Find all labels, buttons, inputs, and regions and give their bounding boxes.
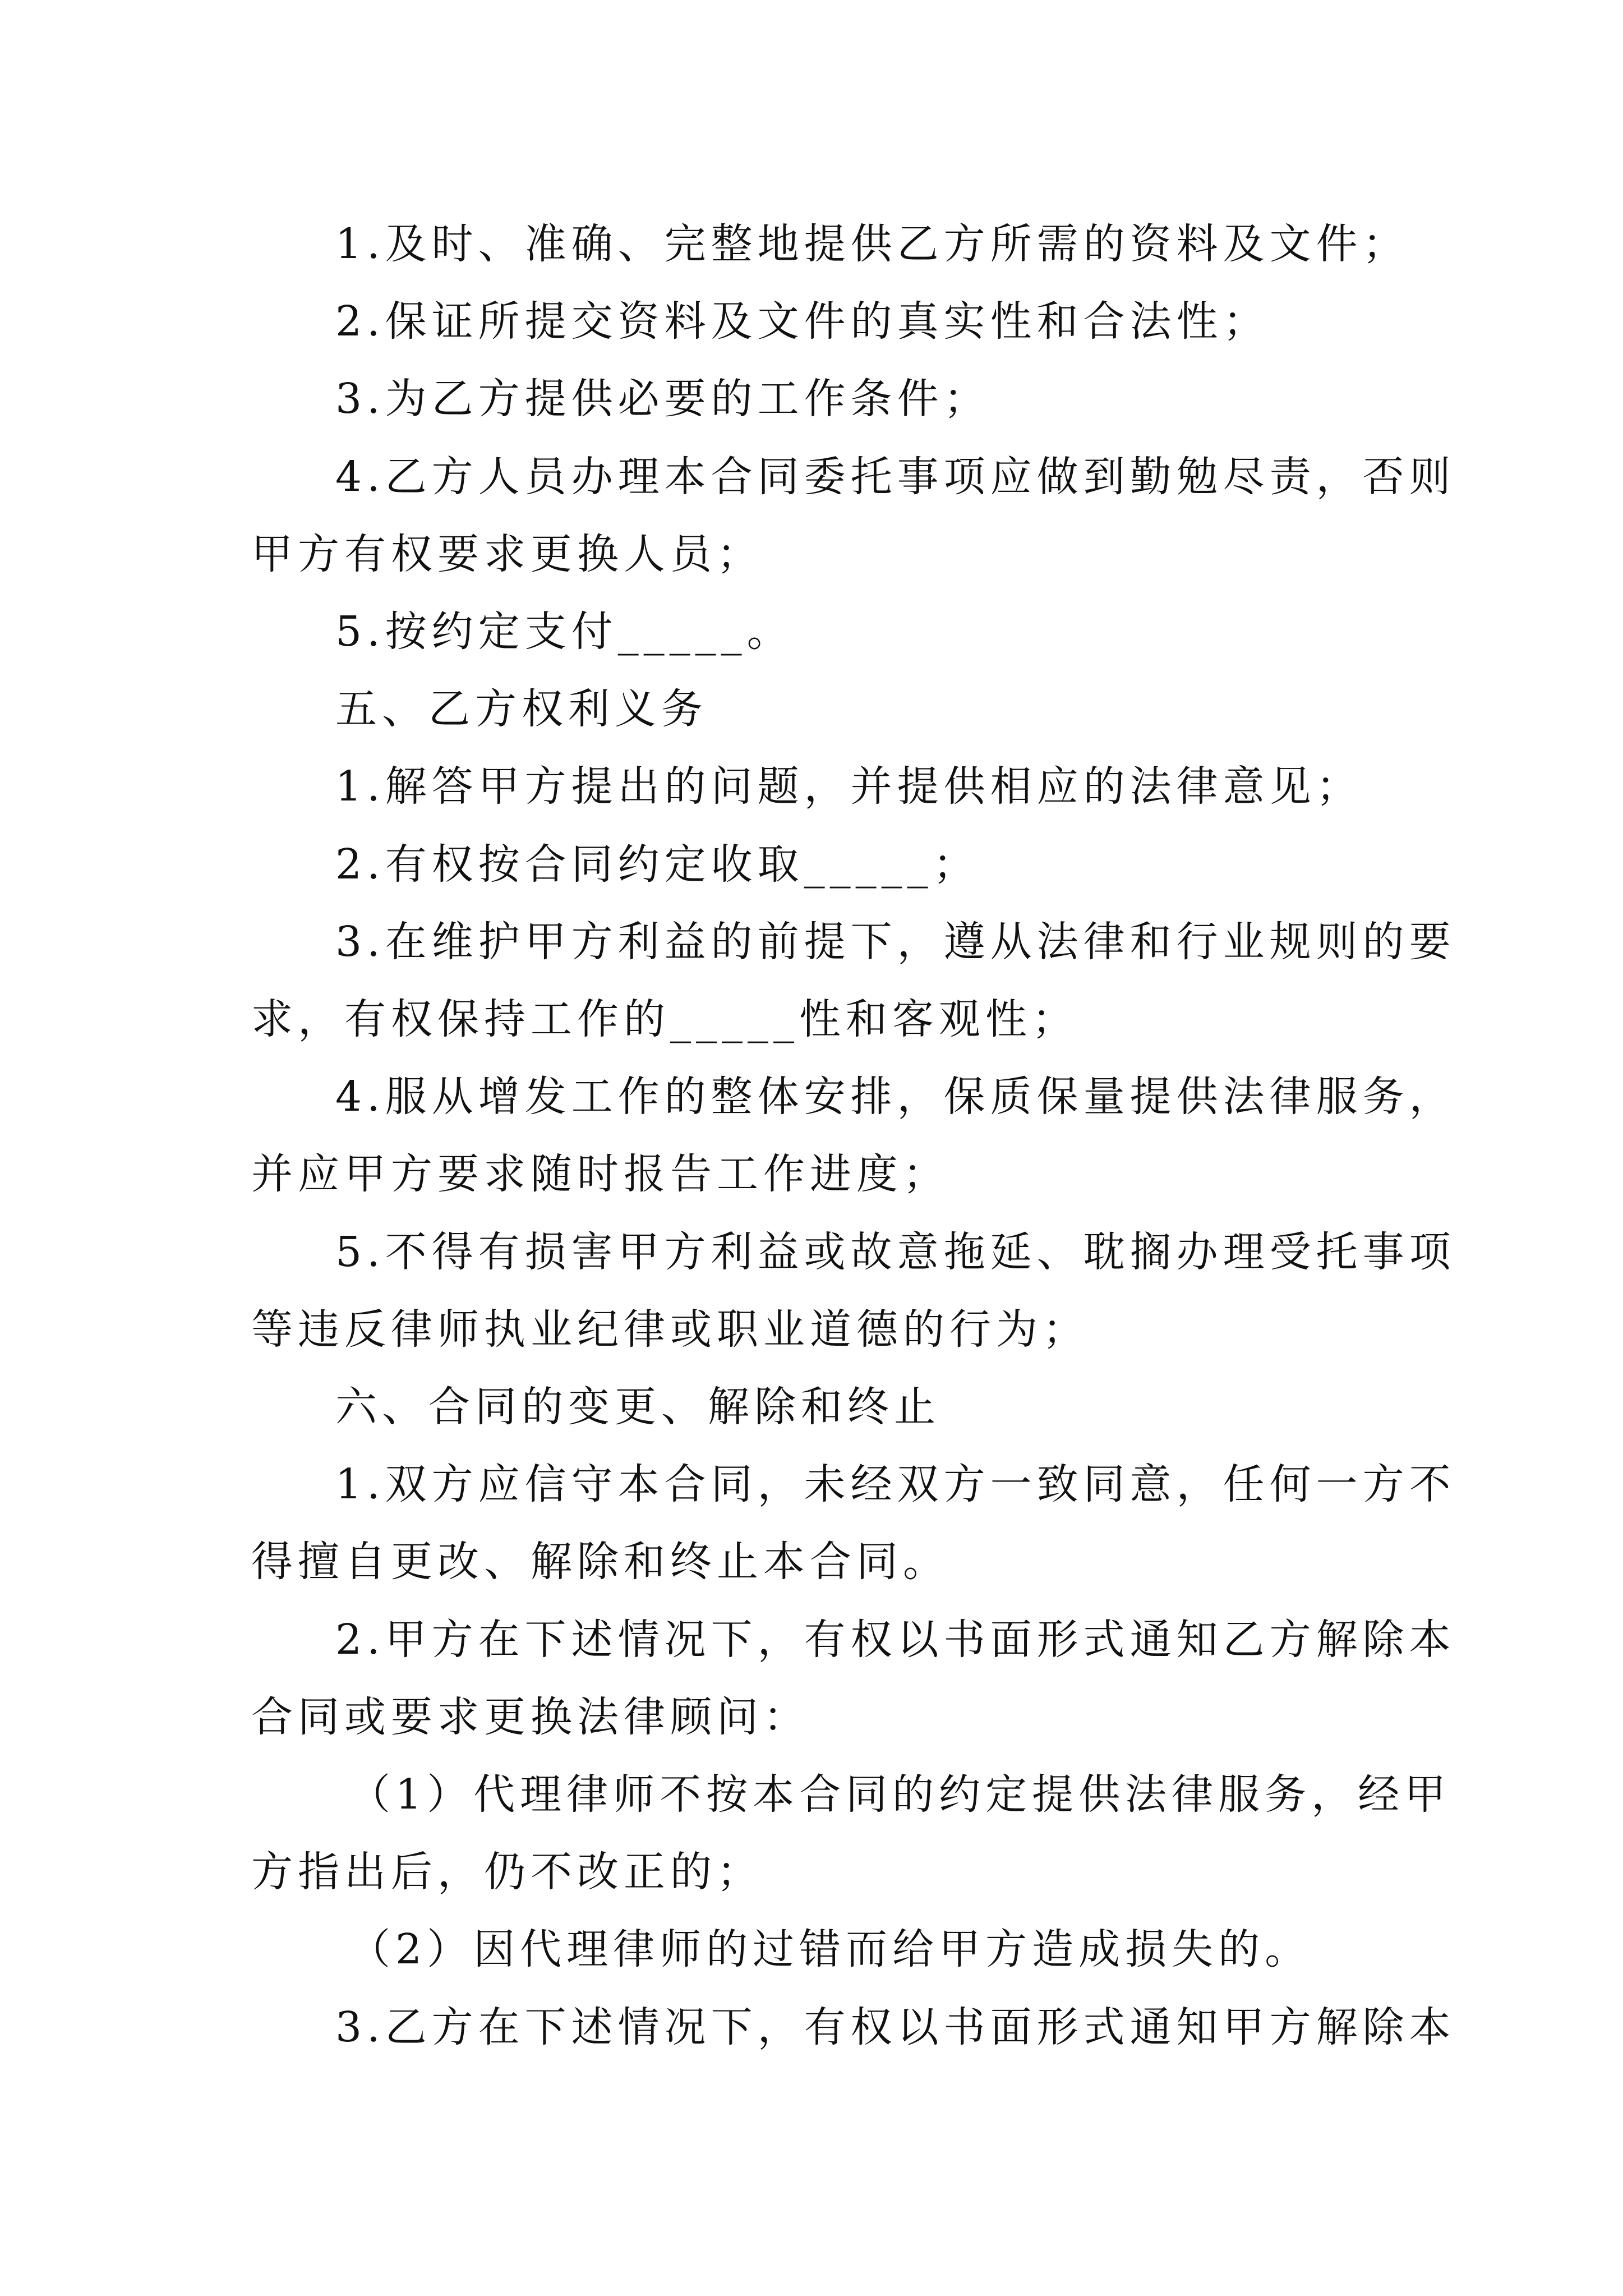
text-line: 4.服从增发工作的整体安排，保质保量提供法律服务， — [335, 1073, 1456, 1121]
text-line: 1.及时、准确、完整地提供乙方所需的资料及文件； — [335, 220, 1409, 268]
text-line: （2）因代理律师的过错而给甲方造成损失的。 — [349, 1925, 1312, 1973]
text-line: 甲方有权要求更换人员； — [251, 530, 763, 578]
text-line: 3.在维护甲方利益的前提下，遵从法律和行业规则的要 — [335, 918, 1456, 966]
text-line: 并应甲方要求随时报告工作进度； — [251, 1150, 949, 1198]
section-heading: 五、乙方权利义务 — [335, 685, 708, 733]
text-line: 合同或要求更换法律顾问： — [251, 1693, 810, 1741]
text-line: 2.保证所提交资料及文件的真实性和合法性； — [335, 297, 1270, 346]
text-line: 1.双方应信守本合同，未经双方一致同意，任何一方不 — [335, 1460, 1456, 1508]
text-line: （1）代理律师不按本合同的约定提供法律服务，经甲 — [349, 1770, 1451, 1819]
text-line: 方指出后，仍不改正的； — [251, 1848, 763, 1896]
text-line: 4.乙方人员办理本合同委托事项应做到勤勉尽责，否则 — [335, 453, 1456, 501]
text-line: 2.有权按合同约定收取_____； — [335, 840, 980, 889]
text-line: 得擅自更改、解除和终止本合同。 — [251, 1538, 949, 1586]
text-line: 等违反律师执业纪律或职业道德的行为； — [251, 1305, 1089, 1354]
text-line: 求，有权保持工作的_____性和客观性； — [251, 995, 1078, 1043]
text-line: 1.解答甲方提出的问题，并提供相应的法律意见； — [335, 762, 1363, 811]
text-line: 5.不得有损害甲方利益或故意拖延、耽搁办理受托事项 — [335, 1228, 1456, 1276]
text-line: 3.为乙方提供必要的工作条件； — [335, 375, 990, 423]
section-heading: 六、合同的变更、解除和终止 — [335, 1383, 940, 1431]
text-line: 5.按约定支付_____。 — [335, 608, 794, 656]
text-line: 3.乙方在下述情况下，有权以书面形式通知甲方解除本 — [335, 2003, 1456, 2051]
text-line: 2.甲方在下述情况下，有权以书面形式通知乙方解除本 — [335, 1616, 1456, 1664]
